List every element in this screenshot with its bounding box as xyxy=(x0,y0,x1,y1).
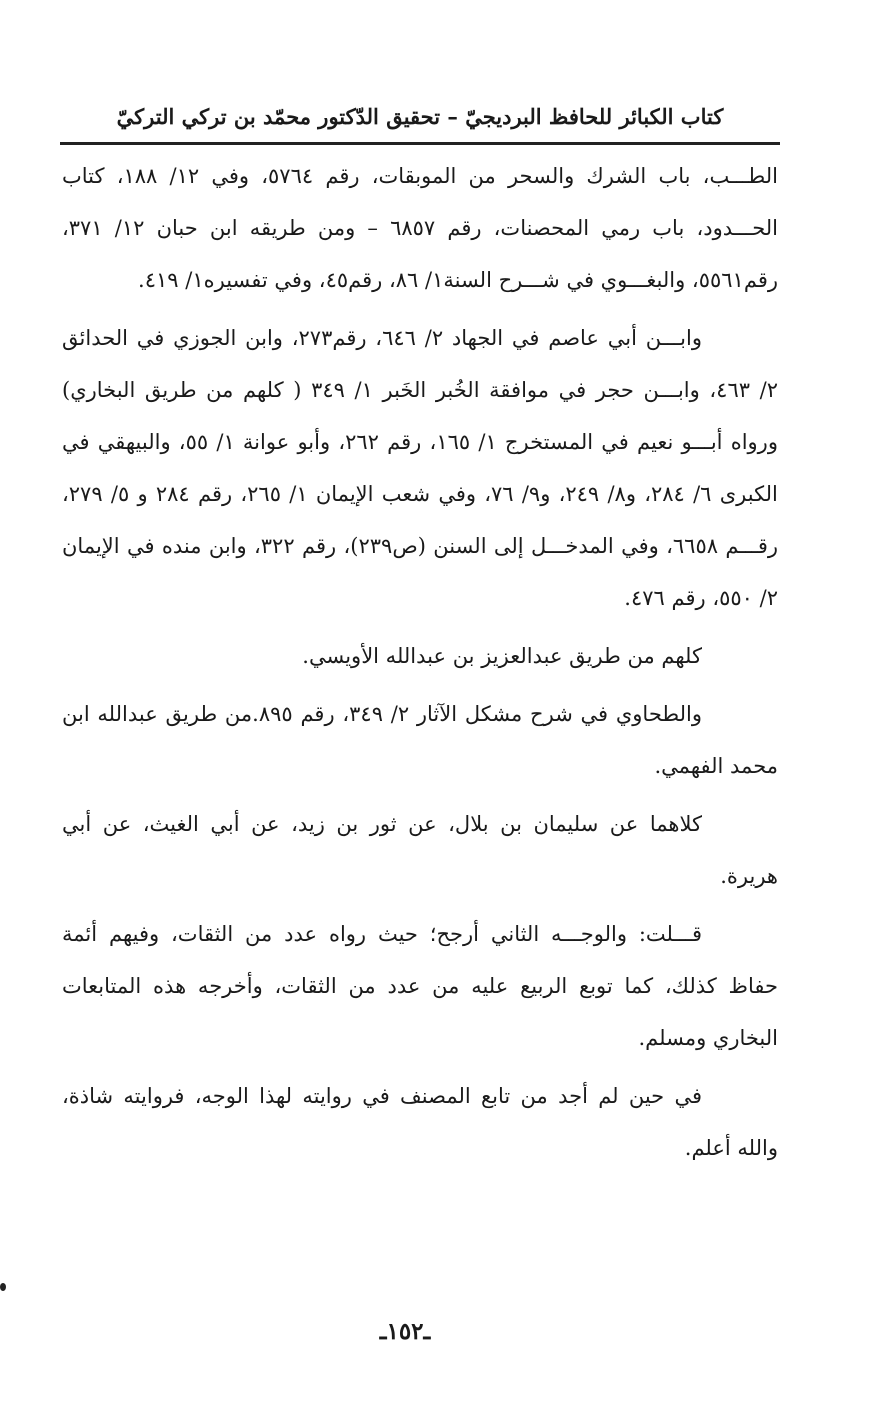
margin-ink-dot xyxy=(0,1283,6,1291)
paragraph-3: كلهم من طريق عبدالعزيز بن عبدالله الأويسي. xyxy=(302,644,702,668)
paragraph-2: وابـــن أبي عاصم في الجهاد ٢/ ٦٤٦، رقم٢٧٣، وابن الجوزي في الحدائق ٢/ ٤٦٣، وابـــن حجر في موافقة الخُبر الخَبر ١/ ٣٤٩ ( كلهم من طريق البخاري) ورواه أبـــو نعيم في المستخرج ١/ ١٦٥، رقم ٢٦٢، وأبو عوانة ١/ ٥٥، والبيهقي في الكبرى ٦/ ٢٨٤، و٨/ ٢٤٩، و٩/ ٧٦، وفي شعب الإيمان ١/ ٢٦٥، رقم ٢٨٤ و ٥/ ٢٧٩، رقـــم ٦٦٥٨، وفي المدخـــل إلى السنن (ص٢٣٩)، رقم ٣٢٢، وابن منده في الإيمان ٢/ ٥٥٠، رقم ٤٧٦. xyxy=(62,326,778,610)
running-header: كتاب الكبائر للحافظ البرديجيّ – تحقيق الدّكتور محمّد بن تركي التركيّ xyxy=(116,104,724,129)
paragraph-7: في حين لم أجد من تابع المصنف في روايته لهذا الوجه، فروايته شاذة، والله أعلم. xyxy=(62,1084,778,1160)
paragraph-1: الطـــب، باب الشرك والسحر من الموبقات، رقم ٥٧٦٤، وفي ١٢/ ١٨٨، كتاب الحـــدود، باب رمي المحصنات، رقم ٦٨٥٧ – ومن طريقه ابن حبان ١٢/ ٣٧١، رقم٥٥٦١، والبغـــوي في شـــرح السنة١/ ٨٦، رقم٤٥، وفي تفسيره١/ ٤١٩. xyxy=(62,164,778,292)
header-rule xyxy=(60,142,780,145)
paragraph-6: قـــلت: والوجـــه الثاني أرجح؛ حيث رواه عدد من الثقات، وفيهم أئمة حفاظ كذلك، كما توبع الربيع عليه من عدد من الثقات، وأخرجه هذه المتابعات البخاري ومسلم. xyxy=(62,922,778,1050)
body-text xyxy=(62,150,778,1180)
paragraph-5: كلاهما عن سليمان بن بلال، عن ثور بن زيد، عن أبي الغيث، عن أبي هريرة. xyxy=(62,812,778,888)
paragraph-4: والطحاوي في شرح مشكل الآثار ٢/ ٣٤٩، رقم ٨٩٥.من طريق عبدالله ابن محمد الفهمي. xyxy=(62,702,778,778)
page-number: ـ١٥٢ـ xyxy=(379,1318,431,1345)
